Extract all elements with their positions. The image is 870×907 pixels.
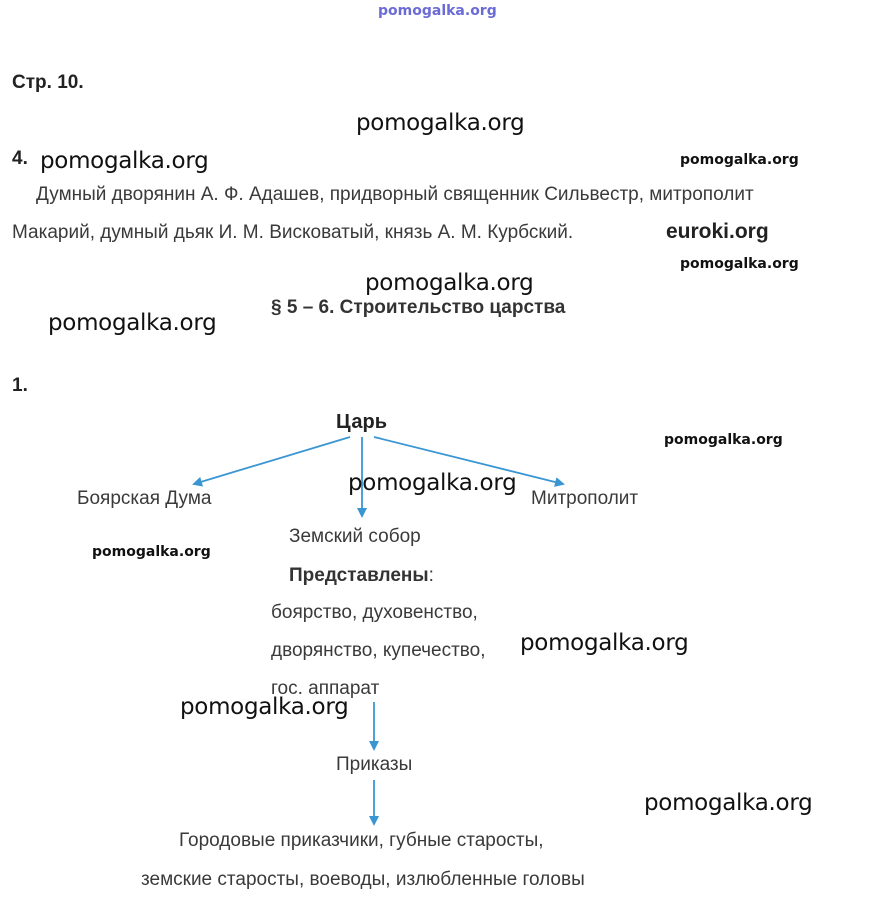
node-boyar-duma: Боярская Дума xyxy=(77,488,212,509)
watermark: pomogalka.org xyxy=(520,630,689,656)
arrow-to-duma xyxy=(194,437,350,484)
task-4-line-1: Думный дворянин А. Ф. Адашев, придворный священник Сильвестр, митрополит xyxy=(36,184,754,205)
node-metropolitan: Митрополит xyxy=(531,488,639,509)
represented-heading xyxy=(289,565,434,587)
section-title: § 5 – 6. Строительство царства xyxy=(271,297,566,318)
task-4-line-2: Макарий, думный дьяк И. М. Висковатый, князь А. М. Курбский. xyxy=(12,222,574,243)
watermark: pomogalka.org xyxy=(680,152,799,168)
watermark: pomogalka.org xyxy=(680,256,799,272)
page-reference: Стр. 10. xyxy=(12,72,84,93)
node-orders: Приказы xyxy=(336,754,413,775)
task-4-number: 4. xyxy=(12,148,28,169)
node-tsar: Царь xyxy=(336,411,387,433)
watermark: pomogalka.org xyxy=(48,310,217,336)
task-4-source: euroki.org xyxy=(666,220,769,243)
local-officials-line-2: земские старосты, воеводы, излюбленные головы xyxy=(141,869,585,890)
watermark: pomogalka.org xyxy=(365,270,534,296)
represented-line-2: дворянство, купечество, xyxy=(271,640,486,661)
watermark: pomogalka.org xyxy=(40,148,209,174)
represented-label: Представлены xyxy=(289,565,429,586)
watermark: pomogalka.org xyxy=(348,470,517,496)
local-officials-line-1: Городовые приказчики, губные старосты, xyxy=(179,830,544,851)
watermark: pomogalka.org xyxy=(644,790,813,816)
watermark: pomogalka.org xyxy=(92,544,211,560)
watermark: pomogalka.org xyxy=(180,694,349,720)
watermark-top: pomogalka.org xyxy=(378,3,497,19)
represented-line-3: гос. аппарат xyxy=(271,678,380,699)
task-1-number: 1. xyxy=(12,375,28,396)
node-zemsky-sobor: Земский собор xyxy=(289,526,421,547)
watermark: pomogalka.org xyxy=(664,432,783,448)
represented-colon: : xyxy=(428,565,434,586)
represented-line-1: боярство, духовенство, xyxy=(271,602,478,623)
watermark: pomogalka.org xyxy=(356,110,525,136)
